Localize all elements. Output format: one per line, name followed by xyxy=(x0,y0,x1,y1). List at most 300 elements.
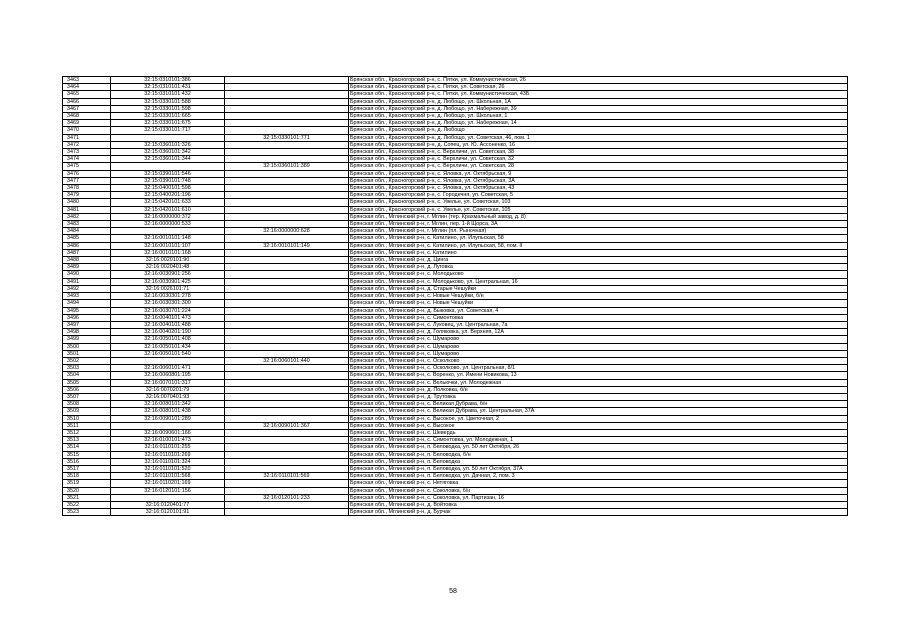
table-row xyxy=(63,249,848,256)
row-number-cell: 3487 xyxy=(63,249,111,256)
cadastral-number-cell: 32:16:0000000:533 xyxy=(111,221,225,228)
table-row xyxy=(63,91,848,98)
table-row xyxy=(63,429,848,436)
cadastral-number-cell: 32:16:0040101:488 xyxy=(111,321,225,328)
table-row xyxy=(63,257,848,264)
row-number-cell: 3508 xyxy=(63,401,111,408)
premises-number-cell xyxy=(225,365,349,372)
premises-number-cell xyxy=(225,293,349,300)
address-cell: Брянская обл., Мглинский р-н, п. Беловодка, ул. 50 лет Октября, 26 xyxy=(349,444,848,451)
address-cell: Брянская обл., Мглинский р-н, с. Высокое xyxy=(349,422,848,429)
cadastral-number-cell: 32:16:0070401:93 xyxy=(111,393,225,400)
row-number-cell: 3506 xyxy=(63,386,111,393)
premises-number-cell xyxy=(225,465,349,472)
address-cell: Брянская обл., Красногорский р-н, д. Любощо, ул. Набережная, 14 xyxy=(349,120,848,127)
table-row xyxy=(63,494,848,501)
address-cell: Брянская обл., Красногорский р-н, д. Сопец, ул. Ю. Ассоненко, 16 xyxy=(349,141,848,148)
cadastral-number-cell: 32:16:0070101:317 xyxy=(111,379,225,386)
premises-number-cell xyxy=(225,372,349,379)
row-number-cell: 3468 xyxy=(63,113,111,120)
address-cell: Брянская обл., Красногорский р-н, с. Яловка, ул. Октябрьская, 3А xyxy=(349,177,848,184)
cadastral-number-cell: 32:16:0080101:438 xyxy=(111,408,225,415)
table-row xyxy=(63,156,848,163)
cadastral-number-cell: 32:16:0120101:156 xyxy=(111,487,225,494)
table-row xyxy=(63,192,848,199)
cadastral-number-cell: 32:16:0080101:342 xyxy=(111,401,225,408)
row-number-cell: 3485 xyxy=(63,235,111,242)
table-row xyxy=(63,120,848,127)
row-number-cell: 3499 xyxy=(63,336,111,343)
row-number-cell: 3515 xyxy=(63,451,111,458)
row-number-cell: 3467 xyxy=(63,105,111,112)
address-cell: Брянская обл., Мглинский р-н, д. Луговка xyxy=(349,264,848,271)
premises-number-cell: 32:16:0090101:367 xyxy=(225,422,349,429)
premises-number-cell xyxy=(225,285,349,292)
row-number-cell: 3464 xyxy=(63,84,111,91)
premises-number-cell xyxy=(225,458,349,465)
row-number-cell: 3519 xyxy=(63,480,111,487)
table-row xyxy=(63,199,848,206)
premises-number-cell xyxy=(225,509,349,516)
cadastral-number-cell: 32:15:0330101:717 xyxy=(111,127,225,134)
table-row xyxy=(63,408,848,415)
row-number-cell: 3522 xyxy=(63,501,111,508)
table-row xyxy=(63,170,848,177)
row-number-cell: 3470 xyxy=(63,127,111,134)
table-row xyxy=(63,149,848,156)
cadastral-number-cell: 32:15:0310101:432 xyxy=(111,91,225,98)
premises-number-cell xyxy=(225,141,349,148)
address-cell: Брянская обл., Красногорский р-н, с. Яловка, ул. Октябрьская, 9 xyxy=(349,170,848,177)
cadastral-number-cell: 32:16:0030701:224 xyxy=(111,307,225,314)
premises-number-cell: 32:16:0120101:233 xyxy=(225,494,349,501)
row-number-cell: 3483 xyxy=(63,221,111,228)
cadastral-number-cell: 32:15:0400201:196 xyxy=(111,192,225,199)
address-cell: Брянская обл., Мглинский р-н, п. Беловодка, ул. 50 лет Октября, 37А xyxy=(349,465,848,472)
table-row xyxy=(63,141,848,148)
premises-number-cell xyxy=(225,235,349,242)
row-number-cell: 3489 xyxy=(63,264,111,271)
cadastral-number-cell: 32:15:0420101:610 xyxy=(111,206,225,213)
cadastral-number-cell: 32:16:0090101:289 xyxy=(111,415,225,422)
address-cell: Брянская обл., Мглинский р-н, д. Полковка, б/н xyxy=(349,386,848,393)
table-row xyxy=(63,437,848,444)
premises-number-cell: 32:16:0010101:149 xyxy=(225,242,349,249)
table-row xyxy=(63,386,848,393)
address-cell: Брянская обл., Мглинский р-н, с. Великая Дубрава, ул. Центральная, 37А xyxy=(349,408,848,415)
page-number: 58 xyxy=(449,588,457,595)
row-number-cell: 3496 xyxy=(63,314,111,321)
cadastral-number-cell: 32:16:0100101:473 xyxy=(111,437,225,444)
row-number-cell: 3513 xyxy=(63,437,111,444)
table-row xyxy=(63,393,848,400)
table-row xyxy=(63,480,848,487)
premises-number-cell xyxy=(225,264,349,271)
premises-number-cell xyxy=(225,206,349,213)
cadastral-number-cell: 32:15:0330101:598 xyxy=(111,105,225,112)
cadastral-number-cell: 32:16:0070201:79 xyxy=(111,386,225,393)
premises-number-cell xyxy=(225,185,349,192)
row-number-cell: 3466 xyxy=(63,98,111,105)
premises-number-cell xyxy=(225,307,349,314)
table-row xyxy=(63,336,848,343)
premises-number-cell xyxy=(225,401,349,408)
cadastral-number-cell: 32:16:0020401:48 xyxy=(111,264,225,271)
cadastral-number-cell: 32:15:0360101:344 xyxy=(111,156,225,163)
cadastral-number-cell: 32:15:0390101:748 xyxy=(111,177,225,184)
table-row xyxy=(63,228,848,235)
premises-number-cell xyxy=(225,113,349,120)
address-cell: Брянская обл., Мглинский р-н, с. Соколовка, ул. Партизан, 16 xyxy=(349,494,848,501)
table-row xyxy=(63,300,848,307)
premises-number-cell xyxy=(225,149,349,156)
table-row xyxy=(63,343,848,350)
cadastral-number-cell: 32:16:0040201:190 xyxy=(111,329,225,336)
premises-number-cell xyxy=(225,429,349,436)
premises-number-cell: 32:16:0110101:569 xyxy=(225,473,349,480)
address-cell: Брянская обл., Мглинский р-н, г. Мглин, пер. 1-й Щорса, 3А xyxy=(349,221,848,228)
row-number-cell: 3463 xyxy=(63,77,111,84)
address-cell: Брянская обл., Мглинский р-н, п. Беловодка, ул. Дачная, 2, пом. 3 xyxy=(349,473,848,480)
premises-number-cell xyxy=(225,170,349,177)
table-row xyxy=(63,163,848,170)
row-number-cell: 3514 xyxy=(63,444,111,451)
address-cell: Брянская обл., Красногорский р-н, с. Увелье, ул. Советская, 103 xyxy=(349,199,848,206)
table-row xyxy=(63,105,848,112)
address-cell: Брянская обл., Мглинский р-н, с. Шумарово xyxy=(349,350,848,357)
premises-number-cell xyxy=(225,91,349,98)
cadastral-number-cell: 32:16:0030301:278 xyxy=(111,293,225,300)
row-number-cell: 3488 xyxy=(63,257,111,264)
cadastral-number-cell: 32:15:0420101:633 xyxy=(111,199,225,206)
table-row xyxy=(63,444,848,451)
row-number-cell: 3478 xyxy=(63,185,111,192)
row-number-cell: 3476 xyxy=(63,170,111,177)
premises-number-cell xyxy=(225,314,349,321)
premises-number-cell xyxy=(225,278,349,285)
row-number-cell: 3511 xyxy=(63,422,111,429)
cadastral-number-cell: 32:16:0026101:71 xyxy=(111,285,225,292)
premises-number-cell xyxy=(225,408,349,415)
address-cell: Брянская обл., Красногорский р-н, д. Любощо, ул. Школьная, 1 xyxy=(349,113,848,120)
premises-number-cell xyxy=(225,343,349,350)
premises-number-cell xyxy=(225,271,349,278)
row-number-cell: 3493 xyxy=(63,293,111,300)
address-cell: Брянская обл., Мглинский р-н, с. Луковец, ул. Центральная, 7а xyxy=(349,321,848,328)
address-cell: Брянская обл., Мглинский р-н, г. Мглин (пл. Рыночная) xyxy=(349,228,848,235)
premises-number-cell xyxy=(225,480,349,487)
address-cell: Брянская обл., Красногорский р-н, д. Любощо xyxy=(349,127,848,134)
table-row xyxy=(63,285,848,292)
table-row xyxy=(63,206,848,213)
table-row xyxy=(63,271,848,278)
cadastral-number-cell: 32:15:0310101:431 xyxy=(111,84,225,91)
cadastral-number-cell: 32:16:0040101:473 xyxy=(111,314,225,321)
table-row xyxy=(63,350,848,357)
address-cell: Брянская обл., Мглинский р-н, д. Бурчак xyxy=(349,509,848,516)
address-cell: Брянская обл., Красногорский р-н, с. Верхличи, ул. Советская, 32 xyxy=(349,156,848,163)
cadastral-number-cell: 32:16:0050101:408 xyxy=(111,336,225,343)
cadastral-number-cell: 32:16:0030301:300 xyxy=(111,300,225,307)
address-cell: Брянская обл., Мглинский р-н, с. Соколовка, б/н xyxy=(349,487,848,494)
row-number-cell: 3504 xyxy=(63,372,111,379)
row-number-cell: 3501 xyxy=(63,350,111,357)
row-number-cell: 3473 xyxy=(63,149,111,156)
cadastral-number-cell: 32:16:0110101:568 xyxy=(111,473,225,480)
cadastral-number-cell: 32:16:0000000:372 xyxy=(111,213,225,220)
premises-number-cell: 32:16:0000000:628 xyxy=(225,228,349,235)
cadastral-number-cell xyxy=(111,422,225,429)
premises-number-cell xyxy=(225,257,349,264)
premises-number-cell xyxy=(225,98,349,105)
address-cell: Брянская обл., Красногорский р-н, с. Верхличи, ул. Советская, 38 xyxy=(349,149,848,156)
table-row xyxy=(63,415,848,422)
table-row xyxy=(63,473,848,480)
address-cell: Брянская обл., Красногорский р-н, с. Верхличи, ул. Советская, 28 xyxy=(349,163,848,170)
cadastral-number-cell: 32:16:0110101:324 xyxy=(111,458,225,465)
cadastral-number-cell: 32:16:0030901:425 xyxy=(111,278,225,285)
table-row xyxy=(63,221,848,228)
row-number-cell: 3498 xyxy=(63,329,111,336)
table-row xyxy=(63,242,848,249)
address-cell: Брянская обл., Мглинский р-н, с. Катилино, ул. Илупьская, 58, пом. II xyxy=(349,242,848,249)
table-row xyxy=(63,307,848,314)
address-cell: Брянская обл., Мглинский р-н, с. Высокое, ул. Цветочная, 2 xyxy=(349,415,848,422)
table-row xyxy=(63,235,848,242)
row-number-cell: 3479 xyxy=(63,192,111,199)
address-cell: Брянская обл., Красногорский р-н, с. Городечня, ул. Советская, 5 xyxy=(349,192,848,199)
premises-number-cell xyxy=(225,127,349,134)
premises-number-cell xyxy=(225,386,349,393)
cadastral-number-cell: 32:15:0310101:386 xyxy=(111,77,225,84)
table-row xyxy=(63,487,848,494)
table-row xyxy=(63,134,848,141)
address-cell: Брянская обл., Мглинский р-н, п. Беловодка xyxy=(349,458,848,465)
row-number-cell: 3505 xyxy=(63,379,111,386)
row-number-cell: 3523 xyxy=(63,509,111,516)
cadastral-number-cell: 32:15:0330101:588 xyxy=(111,98,225,105)
address-cell: Брянская обл., Мглинский р-н, с. Катилино xyxy=(349,249,848,256)
address-cell: Брянская обл., Мглинский р-н, д. Старые Чешуйки xyxy=(349,285,848,292)
table-row xyxy=(63,451,848,458)
table-row xyxy=(63,213,848,220)
cadastral-number-cell: 32:15:0360101:326 xyxy=(111,141,225,148)
table-row xyxy=(63,98,848,105)
cadastral-number-cell: 32:16:0120101:91 xyxy=(111,509,225,516)
cadastral-number-cell xyxy=(111,134,225,141)
address-cell: Брянская обл., Мглинский р-н, с. Воренко, ул. Имени Новикова, 13 xyxy=(349,372,848,379)
row-number-cell: 3486 xyxy=(63,242,111,249)
table-row xyxy=(63,278,848,285)
table-row xyxy=(63,185,848,192)
cadastral-number-cell: 32:16:0110201:169 xyxy=(111,480,225,487)
address-cell: Брянская обл., Мглинский р-н, с. Нетяговка xyxy=(349,480,848,487)
row-number-cell: 3472 xyxy=(63,141,111,148)
premises-number-cell xyxy=(225,379,349,386)
table-row xyxy=(63,458,848,465)
cadastral-number-cell xyxy=(111,494,225,501)
address-cell: Брянская обл., Мглинский р-н, с. Осколково xyxy=(349,357,848,364)
table-row xyxy=(63,509,848,516)
cadastral-number-cell: 32:16:0060801:195 xyxy=(111,372,225,379)
address-cell: Брянская обл., Красногорский р-н, д. Любощо, ул. Советская, 46, пом. 1 xyxy=(349,134,848,141)
cadastral-number-cell: 32:16:0030901:256 xyxy=(111,271,225,278)
address-cell: Брянская обл., Мглинский р-н, с. Молодьково, ул. Центральная, 16 xyxy=(349,278,848,285)
row-number-cell: 3491 xyxy=(63,278,111,285)
cadastral-number-cell: 32:15:0400101:598 xyxy=(111,185,225,192)
row-number-cell: 3516 xyxy=(63,458,111,465)
row-number-cell: 3490 xyxy=(63,271,111,278)
address-cell: Брянская обл., Мглинский р-н, с. Шумарово xyxy=(349,336,848,343)
premises-number-cell xyxy=(225,221,349,228)
address-cell: Брянская обл., Мглинский р-н, с. Шевердь xyxy=(349,429,848,436)
row-number-cell: 3495 xyxy=(63,307,111,314)
cadastral-number-cell xyxy=(111,228,225,235)
table-row xyxy=(63,314,848,321)
cadastral-number-cell xyxy=(111,163,225,170)
address-cell: Брянская обл., Мглинский р-н, с. Катилино, ул. Илупьская, 58 xyxy=(349,235,848,242)
cadastral-number-cell xyxy=(111,357,225,364)
premises-number-cell xyxy=(225,192,349,199)
table-row xyxy=(63,84,848,91)
address-cell: Брянская обл., Мглинский р-н, с. Симонтовка xyxy=(349,314,848,321)
row-number-cell: 3494 xyxy=(63,300,111,307)
row-number-cell: 3484 xyxy=(63,228,111,235)
premises-number-cell xyxy=(225,393,349,400)
premises-number-cell xyxy=(225,120,349,127)
address-cell: Брянская обл., Красногорский р-н, с. Увелье, ул. Советская, 105 xyxy=(349,206,848,213)
premises-number-cell: 32:15:0360101:389 xyxy=(225,163,349,170)
premises-number-cell xyxy=(225,350,349,357)
cadastral-number-cell: 32:16:0010101:148 xyxy=(111,235,225,242)
address-cell: Брянская обл., Красногорский р-н, с. Пятки, ул. Советская, 26 xyxy=(349,84,848,91)
premises-number-cell xyxy=(225,336,349,343)
premises-number-cell xyxy=(225,249,349,256)
cadastral-number-cell: 32:16:0020101:90 xyxy=(111,257,225,264)
table-row xyxy=(63,77,848,84)
premises-number-cell xyxy=(225,77,349,84)
row-number-cell: 3482 xyxy=(63,213,111,220)
table-row xyxy=(63,357,848,364)
table-row xyxy=(63,465,848,472)
table-row xyxy=(63,329,848,336)
table-row xyxy=(63,321,848,328)
premises-number-cell xyxy=(225,444,349,451)
premises-number-cell xyxy=(225,213,349,220)
address-cell: Брянская обл., Мглинский р-н, д. Трутовка xyxy=(349,393,848,400)
table-row xyxy=(63,177,848,184)
premises-number-cell xyxy=(225,451,349,458)
cadastral-number-cell: 32:16:0090601:166 xyxy=(111,429,225,436)
address-cell: Брянская обл., Мглинский р-н, д. Войтовка xyxy=(349,501,848,508)
premises-number-cell xyxy=(225,437,349,444)
row-number-cell: 3509 xyxy=(63,408,111,415)
address-cell: Брянская обл., Красногорский р-н, д. Любощо, ул. Школьная, 1А xyxy=(349,98,848,105)
row-number-cell: 3512 xyxy=(63,429,111,436)
address-cell: Брянская обл., Мглинский р-н, д. Цинга xyxy=(349,257,848,264)
cadastral-number-cell: 32:15:0330101:665 xyxy=(111,113,225,120)
row-number-cell: 3500 xyxy=(63,343,111,350)
table-row xyxy=(63,379,848,386)
row-number-cell: 3510 xyxy=(63,415,111,422)
row-number-cell: 3520 xyxy=(63,487,111,494)
cadastral-number-cell: 32:16:0060101:471 xyxy=(111,365,225,372)
property-table xyxy=(62,76,848,516)
address-cell: Брянская обл., Мглинский р-н, с. Новые Чешуйки, б/н xyxy=(349,293,848,300)
row-number-cell: 3477 xyxy=(63,177,111,184)
row-number-cell: 3481 xyxy=(63,206,111,213)
premises-number-cell xyxy=(225,501,349,508)
row-number-cell: 3475 xyxy=(63,163,111,170)
address-cell: Брянская обл., Мглинский р-н, г. Мглин (тер. Крахмальный завод, д. 8) xyxy=(349,213,848,220)
cadastral-number-cell: 32:15:0390101:546 xyxy=(111,170,225,177)
address-cell: Брянская обл., Мглинский р-н, с. Симонтовка, ул. Молодежная, 1 xyxy=(349,437,848,444)
table-row xyxy=(63,401,848,408)
table-body xyxy=(63,77,848,516)
premises-number-cell xyxy=(225,156,349,163)
row-number-cell: 3480 xyxy=(63,199,111,206)
premises-number-cell xyxy=(225,487,349,494)
cadastral-number-cell: 32:15:0330101:675 xyxy=(111,120,225,127)
address-cell: Брянская обл., Мглинский р-н, п. Беловодка, б/н xyxy=(349,451,848,458)
table-row xyxy=(63,372,848,379)
row-number-cell: 3503 xyxy=(63,365,111,372)
address-cell: Брянская обл., Красногорский р-н, с. Пятки, ул. Коммунистическая, 26 xyxy=(349,77,848,84)
premises-number-cell xyxy=(225,177,349,184)
table-row xyxy=(63,264,848,271)
premises-number-cell xyxy=(225,300,349,307)
row-number-cell: 3492 xyxy=(63,285,111,292)
row-number-cell: 3518 xyxy=(63,473,111,480)
row-number-cell: 3502 xyxy=(63,357,111,364)
address-cell: Брянская обл., Красногорский р-н, с. Пятки, ул. Коммунистическая, 43Б xyxy=(349,91,848,98)
row-number-cell: 3469 xyxy=(63,120,111,127)
cadastral-number-cell: 32:16:0050101:540 xyxy=(111,350,225,357)
table-row xyxy=(63,422,848,429)
row-number-cell: 3507 xyxy=(63,393,111,400)
address-cell: Брянская обл., Мглинский р-н, с. Новые Чешуйки xyxy=(349,300,848,307)
cadastral-number-cell: 32:16:0050101:434 xyxy=(111,343,225,350)
table-row xyxy=(63,365,848,372)
premises-number-cell xyxy=(225,199,349,206)
row-number-cell: 3471 xyxy=(63,134,111,141)
address-cell: Брянская обл., Мглинский р-н, д. Быковка, ул. Советская, 4 xyxy=(349,307,848,314)
premises-number-cell xyxy=(225,105,349,112)
table-row xyxy=(63,127,848,134)
address-cell: Брянская обл., Мглинский р-н, с. Великая Дубрава, б/н xyxy=(349,401,848,408)
row-number-cell: 3474 xyxy=(63,156,111,163)
premises-number-cell xyxy=(225,329,349,336)
cadastral-number-cell: 32:16:0010101:107 xyxy=(111,242,225,249)
row-number-cell: 3517 xyxy=(63,465,111,472)
row-number-cell: 3497 xyxy=(63,321,111,328)
cadastral-number-cell: 32:16:0110101:520 xyxy=(111,465,225,472)
address-cell: Брянская обл., Мглинский р-н, с. Молодьково xyxy=(349,271,848,278)
table-row xyxy=(63,501,848,508)
address-cell: Брянская обл., Мглинский р-н, с. Шумарово xyxy=(349,343,848,350)
address-cell: Брянская обл., Красногорский р-н, д. Любощо, ул. Набережная, 39 xyxy=(349,105,848,112)
premises-number-cell: 32:16:0060101:440 xyxy=(225,357,349,364)
cadastral-number-cell: 32:15:0360101:342 xyxy=(111,149,225,156)
cadastral-number-cell: 32:16:0110101:255 xyxy=(111,444,225,451)
premises-number-cell xyxy=(225,84,349,91)
table-row xyxy=(63,113,848,120)
cadastral-number-cell: 32:16:0110101:269 xyxy=(111,451,225,458)
row-number-cell: 3521 xyxy=(63,494,111,501)
premises-number-cell: 32:15:0330101:771 xyxy=(225,134,349,141)
address-cell: Брянская обл., Мглинский р-н, с. Осколково, ул. Центральная, 8/1 xyxy=(349,365,848,372)
cadastral-number-cell: 32:16:0120401:77 xyxy=(111,501,225,508)
